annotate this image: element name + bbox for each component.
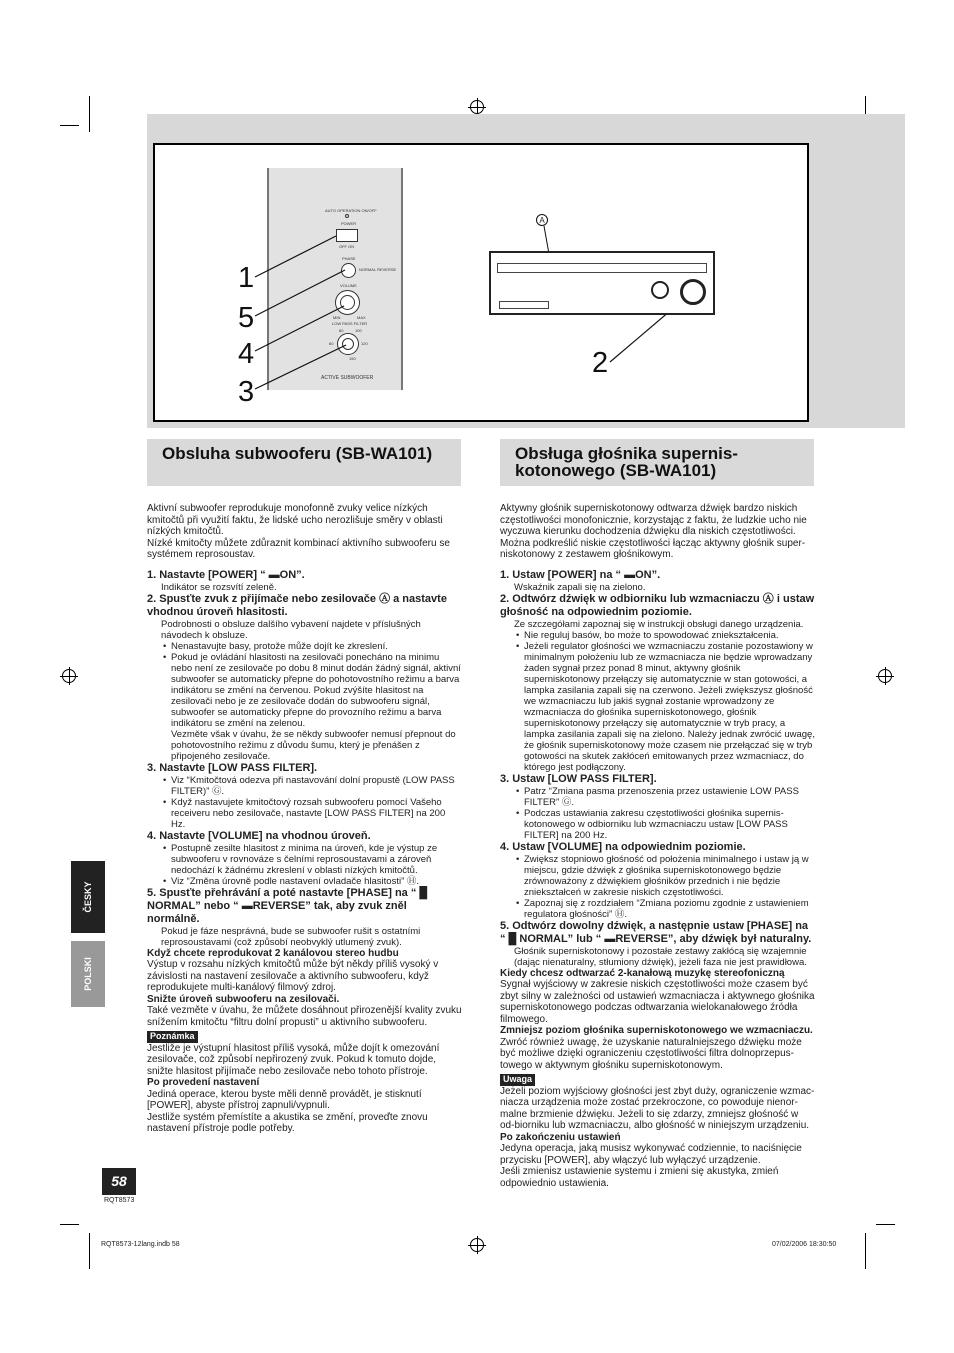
receiver-display <box>497 263 707 273</box>
left-step-1-sub: Indikátor se rozsvítí zeleně. <box>161 581 277 593</box>
right-heading-text: Obsługa głośnika supernis-kotonowego (SB-WA101) <box>515 444 738 480</box>
right-column <box>500 503 815 1189</box>
crop-mark <box>876 1224 895 1225</box>
right-step-4: 4. Ustaw [VOLUME] na odpowiednim poziomie. <box>500 840 746 853</box>
crop-mark <box>60 1224 79 1225</box>
footer-date: 07/02/2006 18:30:50 <box>772 1241 837 1248</box>
right-step-2-bullet: • Jeżeli regulator głośności we wzmacniaczu zostanie pozostawiony w minimalnym położeniu lub ze wzmacniacza nie będzie wprowadzany żaden sygnał przez ponad 8 minut, aktywny głośnik superniskotonowy przełączy się automatycznie w stan gotowości, a lampka zasilania zapali się na czerwono. Jeżeli zwiększysz głośność we wzmacniaczu lub jakiś sygnał zostanie wprowadzony ze wzmacniacza do głośnika superniskotonowego, głośnik superniskotonowy przełączy się automatycznie w tryb pracy, a lampka zasilania zapali się na zielono. Należy jednak zwrócić uwagę, że głośnik superniskotonowy może czasem nie przełączać się w tryb gotowości na skutek zakłóceń emitowanych przez wzmacniacz, do którego jest podłączony. <box>500 641 815 773</box>
left-heading <box>147 439 461 486</box>
right-step-5: 5. Odtwórz dowolny dźwięk, a następnie ustaw [PHASE] na “ █ NORMAL” lub “ ▬REVERSE”, aby dźwięk był naturalny. <box>500 919 812 945</box>
right-stereo-title: Kiedy chcesz odtwarzać 2-kanałową muzykę stereofoniczną <box>500 967 785 979</box>
callout-4: 4 <box>238 338 255 370</box>
right-lower-title: Zmniejsz poziom głośnika superniskotonowego we wzmacniaczu. <box>500 1025 813 1036</box>
registration-mark <box>470 1238 484 1252</box>
left-after-text: Jediná operace, kterou byste měli denně provádět, je stisknutí [POWER], abyste přístroj zapnuli/vypnuli. <box>147 1088 422 1111</box>
right-step-1: 1. Ustaw [POWER] na “ ▬ON”. <box>500 568 661 581</box>
left-intro: Aktivní subwoofer reprodukuje monofonně zvuky velice nízkých kmitočtů při využití faktu, že lidské ucho nerozlišuje směry v oblasti nízkých kmitočtů. <box>147 503 443 537</box>
callout-a: A <box>536 214 548 226</box>
callout-leaders <box>0 0 954 430</box>
right-step-3-bullet: • Podczas ustawiania zakresu częstotliwości głośnika supernis-kotonowego w odbiorniku lub wzmacniaczu ustaw [LOW PASS FILTER] na 200 Hz. <box>500 808 815 841</box>
left-lower-title: Snižte úroveň subwooferu na zesilovači. <box>147 993 340 1005</box>
left-step-2-sub: Podrobnosti o obsluze dalšího vybavení najdete v příslušných návodech k obsluze. <box>161 618 421 641</box>
receiver-buttons <box>499 301 549 309</box>
left-after-text: Jestliže systém přemístíte a akustika se změní, proveďte znovu nastavení přístroje podle potřeby. <box>147 1111 428 1134</box>
active-subwoofer-label: ACTIVE SUBWOOFER <box>321 375 374 381</box>
right-lower-text: Zwróć również uwagę, że uzyskanie naturalniejszego dźwięku może być możliwe dzięki ograniczeniu częstotliwości filtra dolnoprzepus-towego w aktywnym głośniku superniskotonowym. <box>500 1036 802 1071</box>
right-note-tag: Uwaga <box>500 1074 535 1086</box>
left-step-5: 5. Spusťte přehrávání a poté nastavte [PHASE] na “ █ NORMAL” nebo “ ▬REVERSE” tak, aby zvuk zněl normálně. <box>147 886 428 925</box>
right-after-text: Jeśli zmienisz ustawienie systemu i zmieni się akustyka, zmień odpowiednio ustawienia. <box>500 1166 779 1189</box>
left-step-3: 3. Nastavte [LOW PASS FILTER]. <box>147 761 318 774</box>
left-step-4-bullet: • Viz “Změna úrovně podle nastavení ovladače hlasitosti” Ⓗ. <box>147 876 462 887</box>
crop-mark <box>89 1233 90 1269</box>
doc-code: RQT8573 <box>104 1197 135 1204</box>
power-label: POWER <box>341 221 357 226</box>
lpf-tick: 120 <box>361 341 368 346</box>
language-tab-polish <box>71 941 105 1007</box>
right-step-2-bullet: • Nie reguluj basów, bo może to spowodować zniekształcenia. <box>500 630 815 641</box>
left-step-4-bullet: • Postupně zesilte hlasitost z minima na úroveň, kde je výstup ze subwooferu v rovnováze s čelními reprosoustavami a zároveň nedochází k žádnému zkreslení v oblasti nízkých kmitočtů. <box>147 843 462 876</box>
power-states: OFF ON <box>339 244 355 249</box>
left-stereo-title: Když chcete reprodukovat 2 kanálovou stereo hudbu <box>147 947 399 959</box>
left-stereo-text: Výstup v rozsahu nízkých kmitočtů může být někdy příliš vysoký v závislosti na nastavení zesilovače a aktivního subwooferu, když reprodukujete multi-kanálový filmový zdroj. <box>147 959 439 993</box>
phase-states: NORMAL REVERSE <box>359 267 397 272</box>
right-intro: Aktywny głośnik superniskotonowy odtwarza dźwięk bardzo niskich częstotliwości monofonicznie, korzystając z faktu, że ludzkie ucho nie wyczuwa kierunku dochodzenia dźwięku dla niskich częstotliwości. Można podkreślić niskie częstotliwości łącząc aktywny głośnik super-niskotonowy z zestawem głośnikowym. <box>500 503 807 560</box>
lpf-tick: 60 <box>329 341 334 346</box>
left-step-2-bullet: • Nenastavujte basy, protože může dojít ke zkreslení. <box>147 641 462 652</box>
page-number: 58 <box>102 1168 136 1195</box>
left-step-2: 2. Spusťte zvuk z přijímače nebo zesilovače Ⓐ a nastavte vhodnou úroveň hlasitosti. <box>147 592 447 618</box>
right-step-2-sub: Ze szczegółami zapoznaj się w instrukcji obsługi danego urządzenia. <box>514 618 804 630</box>
volume-max: MAX <box>357 315 366 320</box>
auto-operation-label: AUTO OPERATION ON/OFF <box>325 208 377 213</box>
left-step-1: 1. Nastavte [POWER] “ ▬ON”. <box>147 568 305 581</box>
language-tab-czech-label: ČESKY <box>83 881 93 913</box>
left-heading-text: Obsluha subwooferu (SB-WA101) <box>162 444 433 463</box>
left-after-title: Po provedení nastavení <box>147 1077 260 1088</box>
right-step-5-sub: Głośnik superniskotonowy i pozostałe zestawy zakłócą się wzajemnie (dając nienaturalny, stłumiony dźwięk), jeżeli faza nie jest prawidłowa. <box>514 945 807 968</box>
receiver-illustration <box>489 251 715 315</box>
left-lower-text: Také vezměte v úvahu, že můžete dosáhnout přirozenější kvality zvuku snížením kmitočtu “filtru dolní propusti” u aktivního subwooferu. <box>147 1005 462 1028</box>
left-column <box>147 503 462 1135</box>
right-heading <box>500 439 814 486</box>
left-step-3-bullet: • Když nastavujete kmitočtový rozsah subwooferu pomocí Vašeho receiveru nebo zesilovače, nastavte [LOW PASS FILTER] na 200 Hz. <box>147 797 462 830</box>
right-step-2: 2. Odtwórz dźwięk w odbiorniku lub wzmacniaczu Ⓐ i ustaw głośność na odpowiednim poziomie. <box>500 592 815 618</box>
left-step-3-bullet: • Viz “Kmitočtová odezva při nastavování dolní propustě (LOW PASS FILTER)” Ⓖ. <box>147 775 462 797</box>
right-step-4-bullet: • Zwiększ stopniowo głośność od położenia minimalnego i ustaw ją w miejscu, gdzie dźwięk z głośnika superniskotonowego będzie zrównoważony z dźwiękiem głośników przednich i nie będzie zniekształceń w zakresie niskich częstotliwości. <box>500 854 815 898</box>
volume-min: MIN <box>333 315 341 320</box>
callout-3: 3 <box>238 376 255 408</box>
left-intro: Nízké kmitočty můžete zdůraznit kombinací aktivního subwooferu se systémem reprosoustav. <box>147 537 450 560</box>
right-after-text: Jedyna operacja, jaką musisz wykonywać codziennie, to naciśnięcie przycisku [POWER], aby włączyć lub wyłączyć urządzenie. <box>500 1143 802 1166</box>
receiver-volume-knob <box>680 279 706 305</box>
language-tab-czech <box>71 861 105 933</box>
right-after-title: Po zakończeniu ustawień <box>500 1131 621 1143</box>
left-step-4: 4. Nastavte [VOLUME] na vhodnou úroveň. <box>147 829 371 842</box>
left-step-2-bullet: • Pokud je ovládání hlasitosti na zesilovači ponecháno na minimu nebo není ze zesilovače po dobu 8 minut dodán žádný signál, aktivní subwoofer se automaticky přepne do pohotovostního režimu a barva indikátoru se změní na červenou. Pokud zvýšíte hlasitost na zesilovači nebo je ze zesilovače dodán do subwooferu signál, subwoofer se automaticky přepne do provozního režimu a barva indikátoru se změní na zelenou. <box>147 652 462 729</box>
left-note-text: Jestliže je výstupní hlasitost příliš vysoká, může dojít k omezování zesilovače, což způsobí nepřirozený zvuk. Pokud k tomuto dojde, snižte hlasitost přijímače nebo zesilovače nebo tohoto přístroje. <box>147 1042 440 1077</box>
volume-label: VOLUME <box>340 283 357 288</box>
phase-label: PHASE <box>342 256 356 261</box>
left-step-2-cont: Vezměte však v úvahu, že se někdy subwoofer nemusí přepnout do pohotovostního režimu z důvodu šumu, který je přenášen z připojeného zesilovače. <box>171 728 456 762</box>
low-pass-filter-label: LOW PASS FILTER <box>332 321 368 326</box>
lpf-tick: 100 <box>355 328 362 333</box>
right-step-3: 3. Ustaw [LOW PASS FILTER]. <box>500 772 657 785</box>
right-stereo-text: Sygnał wyjściowy w zakresie niskich częstotliwości może czasem być zbyt silny w zależności od ustawień wzmacniacza i aktywnego głośnika superniskotonowego podczas odtwarzania wielokanałowego źródła filmowego. <box>500 979 815 1025</box>
left-note-tag: Poznámka <box>147 1031 198 1043</box>
registration-mark <box>62 669 76 683</box>
right-step-4-bullet: • Zapoznaj się z rozdziałem “Zmiana poziomu zgodnie z ustawieniem regulatora głośności” Ⓗ. <box>500 898 815 920</box>
right-note-text: Jeżeli poziom wyjściowy głośności jest zbyt duży, ograniczenie wzmac-niacza urządzenia może zostać przekroczone, co powoduje nienor-malne brzmienie dźwięku. Jeżeli to się zdarzy, zmniejsz głośność w od-biorniku lub wzmacniaczu, albo głośność w niniejszym urządzeniu. <box>500 1085 815 1131</box>
registration-mark <box>878 669 892 683</box>
right-step-1-sub: Wskaźnik zapali się na zielono. <box>514 581 646 593</box>
footer-file: RQT8573-12lang.indb 58 <box>101 1241 180 1248</box>
callout-1: 1 <box>238 262 255 294</box>
receiver-buttons <box>527 281 557 287</box>
right-step-3-bullet: • Patrz “Zmiana pasma przenoszenia przez ustawienie LOW PASS FILTER” Ⓖ. <box>500 786 815 808</box>
language-tab-polish-label: POLSKI <box>83 957 93 991</box>
callout-5: 5 <box>238 302 255 334</box>
receiver-small-knob <box>651 281 669 299</box>
lpf-tick: 150 <box>349 356 356 361</box>
crop-mark <box>865 1233 866 1269</box>
lpf-tick: 80 <box>339 328 344 333</box>
callout-2: 2 <box>592 347 609 379</box>
left-step-5-sub: Pokud je fáze nesprávná, bude se subwoofer rušit s ostatními reprosoustavami (což způsobí neobvyklý utlumený zvuk). <box>161 925 421 948</box>
